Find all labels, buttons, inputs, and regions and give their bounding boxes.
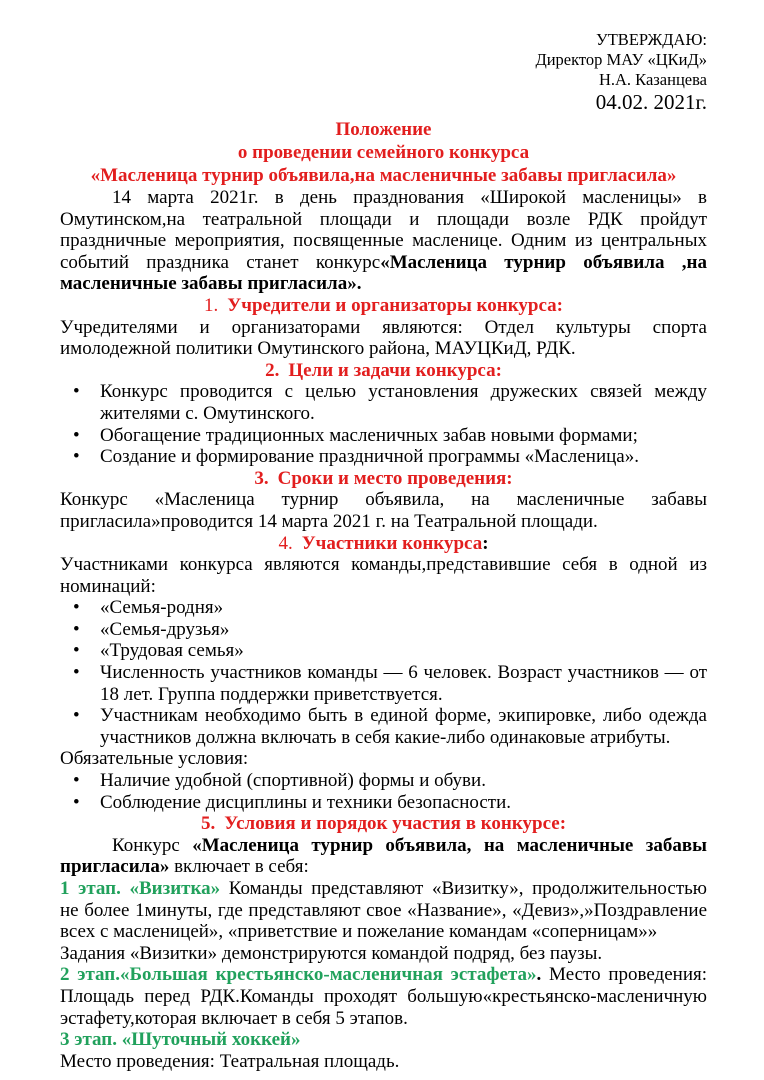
stage-1-label: 1 этап. «Визитка»	[60, 878, 221, 899]
approval-director: Директор МАУ «ЦКиД»	[535, 50, 707, 69]
section-5-lead-bold: «Масленица турнир объявила, на масленичные забавы пригласила»	[60, 834, 707, 878]
intro-bold-text: «Масленица турнир объявила ,на масленичные забавы пригласила».	[60, 251, 707, 295]
stage-1-text: Команды представляют «Визитку», продолжительностью не более 1минуты, где представляют свое «Название», «Девиз»,»Поздравление всех с масленицей», «приветствие и пожелание командам «соперницам»»	[60, 878, 707, 943]
section-4-conditions-label: Обязательные условия:	[60, 748, 249, 770]
section-3-heading	[60, 468, 707, 490]
section-2-heading	[60, 360, 707, 382]
list-item: • «Семья-друзья»	[60, 619, 707, 641]
title-line-2: о проведении семейного конкурса	[237, 142, 530, 163]
list-item: • «Семья-родня»	[60, 597, 707, 619]
list-item: • Конкурс проводится с целью установления дружеских связей между жителями с. Омутинского.	[60, 381, 707, 424]
approval-name: Н.А. Казанцева	[598, 70, 707, 89]
section-5-lead-tail: включает в себя:	[169, 856, 309, 878]
section-2-number: 2.	[265, 359, 280, 381]
section-5-number: 5.	[200, 813, 216, 835]
section-4-number: 4.	[278, 532, 293, 554]
stage-3-text: Место проведения: Театральная площадь.	[60, 1050, 400, 1072]
section-5-lead-paragraph	[60, 835, 707, 878]
section-4-conditions-list	[60, 770, 707, 813]
section-5-heading	[60, 813, 707, 835]
section-2-bullet-list	[60, 381, 707, 467]
section-4-body: Участниками конкурса являются команды,представившие себя в одной из номинаций:	[60, 554, 707, 597]
approval-block	[60, 30, 707, 114]
stage-2-paragraph	[60, 964, 707, 1029]
section-1-title: Учредители и организаторы конкурса:	[227, 294, 563, 316]
list-item: • Создание и формирование праздничной программы «Масленица».	[60, 446, 707, 468]
section-2-title: Цели и задачи конкурса:	[288, 359, 502, 381]
title-line-3: «Масленица турнир объявила,на масленичные забавы пригласила»	[90, 165, 677, 186]
list-item: • Участникам необходимо быть в единой форме, экипировке, либо одежда участников должна включать в себя какие-либо одинаковые атрибуты.	[60, 705, 707, 748]
list-item: • «Трудовая семья»	[60, 640, 707, 662]
intro-text: 14 марта 2021г. в день празднования «Широкой масленицы» в Омутинском,на театральной площади и площади возле РДК пройдут праздничные мероприятия, посвященные масленице. Одним из центральных событий праздника станет конкурс	[60, 187, 707, 273]
section-5-lead-regular: Конкурс	[112, 834, 193, 856]
section-4-bullet-list	[60, 597, 707, 748]
intro-paragraph	[60, 187, 707, 295]
stage-1-paragraph	[60, 878, 707, 943]
section-5-title: Условия и порядок участия в конкурсе:	[224, 813, 567, 835]
stage-2-label: 2 этап.«Большая крестьянско-масленичная эстафета»	[60, 964, 537, 986]
section-4-heading	[60, 533, 707, 555]
stage-1-note: Задания «Визитки» демонстрируются командой подряд, без паузы.	[60, 942, 603, 964]
section-3-body: Конкурс «Масленица турнир объявила, на масленичные забавы пригласила»проводится 14 марта 2021 г. на Театральной площади.	[60, 489, 707, 532]
document-title	[60, 118, 707, 187]
list-item: • Обогащение традиционных масленичных забав новыми формами;	[60, 425, 707, 447]
list-item: • Численность участников команды — 6 человек. Возраст участников — от 18 лет. Группа поддержки приветствуется.	[60, 662, 707, 705]
section-1-heading	[60, 295, 707, 317]
list-item: • Наличие удобной (спортивной) формы и обуви.	[60, 770, 707, 792]
stage-2-text: Место проведения: Площадь перед РДК.Команды проходят большую«крестьянско-масленичную эстафету,которая включает в себя 5 этапов.	[60, 964, 708, 1029]
stage-3-label: 3 этап. «Шуточный хоккей»	[60, 1029, 301, 1051]
section-4-title: Участники конкурса	[301, 532, 483, 554]
section-4-colon: :	[482, 532, 489, 554]
section-1-number: 1.	[204, 294, 219, 316]
section-1-body: Учредителями и организаторами являются: Отдел культуры спорта имолодежной политики Омутинского района, МАУЦКиД, РДК.	[60, 316, 707, 360]
section-3-title: Сроки и место проведения:	[277, 467, 513, 489]
stage-3-label-line	[60, 1029, 707, 1051]
list-item: • Соблюдение дисциплины и техники безопасности.	[60, 792, 707, 814]
stage-2-period: .	[536, 964, 542, 986]
approval-affirm: УТВЕРЖДАЮ:	[596, 30, 707, 49]
approval-date: 04.02. 2021г.	[595, 90, 707, 114]
section-3-number: 3.	[254, 467, 269, 489]
title-line-1: Положение	[335, 119, 432, 140]
